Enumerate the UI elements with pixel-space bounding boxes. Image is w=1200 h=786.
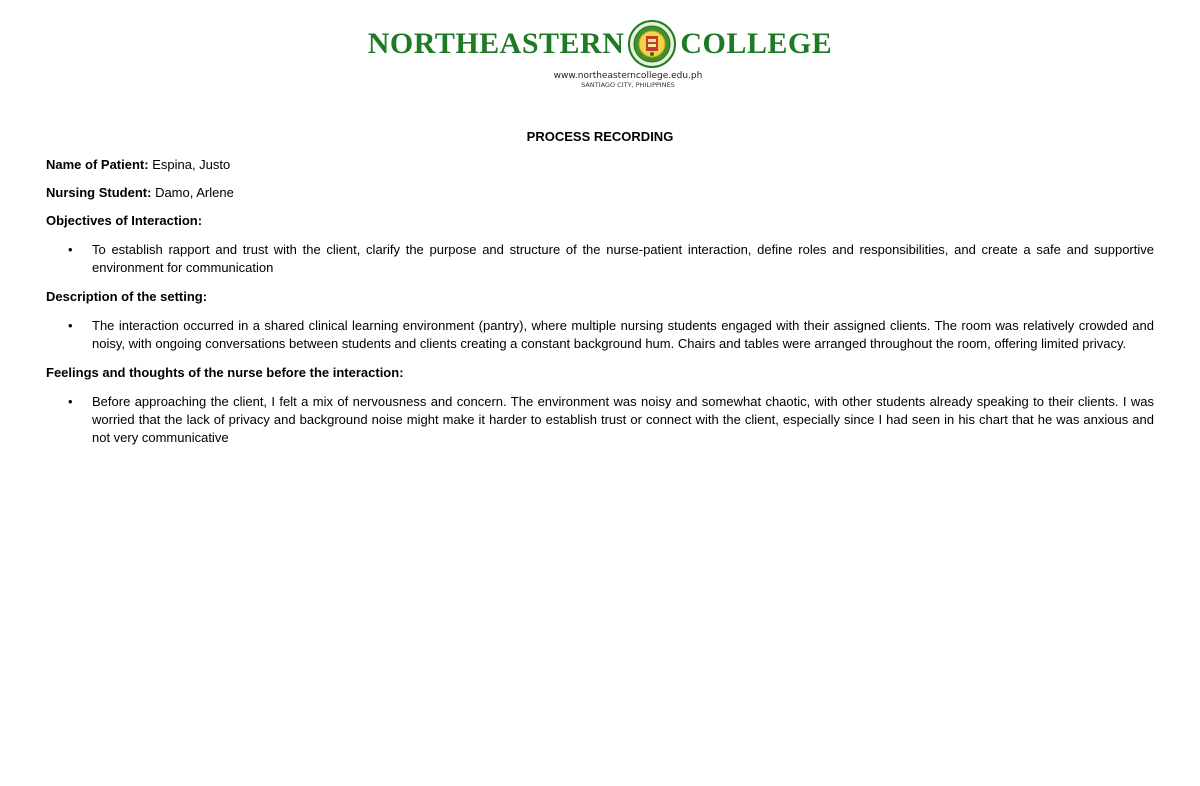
nursing-student-field — [46, 184, 1154, 202]
feelings-heading: Feelings and thoughts of the nurse before the interaction: — [46, 365, 404, 380]
college-website: www.northeasterncollege.edu.ph — [553, 71, 703, 81]
setting-list — [46, 317, 1154, 353]
bullet-icon: • — [68, 242, 73, 257]
college-contact — [553, 71, 703, 89]
objectives-heading: Objectives of Interaction: — [46, 213, 203, 228]
patient-name-value: Espina, Justo — [152, 157, 231, 172]
college-seal-icon — [628, 20, 676, 68]
logo-word-college: COLLEGE — [680, 27, 833, 60]
bullet-icon: • — [68, 318, 73, 333]
list-item — [46, 241, 1154, 277]
college-header — [0, 0, 1200, 110]
patient-name-field — [46, 156, 1154, 174]
list-item — [46, 393, 1154, 447]
college-logo — [0, 20, 1200, 68]
nursing-student-label: Nursing Student: — [46, 185, 152, 200]
setting-text: The interaction occurred in a shared clinical learning environment (pantry), where multiple nursing students engaged with their assigned clients. The room was relatively crowded and noisy, with ongoing conversations between students and clients creating a constant background hum. Chairs and tables were arranged throughout the room, offering limited privacy. — [92, 318, 1154, 351]
feelings-text: Before approaching the client, I felt a mix of nervousness and concern. The environment was noisy and somewhat chaotic, with other students already speaking to their clients. I was worried that the lack of privacy and background noise might make it harder to establish trust or connect with the client, especially since I had seen in his chart that he was anxious and not very communicative — [92, 394, 1154, 445]
document-title: PROCESS RECORDING — [526, 129, 674, 144]
objectives-list — [46, 241, 1154, 277]
feelings-list — [46, 393, 1154, 447]
patient-name-label: Name of Patient: — [46, 157, 149, 172]
bullet-icon: • — [68, 394, 73, 409]
logo-word-northeastern: NORTHEASTERN — [367, 27, 625, 60]
objectives-text: To establish rapport and trust with the client, clarify the purpose and structure of the nurse-patient interaction, define roles and responsibilities, and create a safe and supportive environment for communication — [92, 242, 1154, 275]
setting-heading: Description of the setting: — [46, 289, 208, 304]
nursing-student-value: Damo, Arlene — [155, 185, 234, 200]
list-item — [46, 317, 1154, 353]
process-recording-document — [46, 128, 1154, 458]
college-city: SANTIAGO CITY, PHILIPPINES — [581, 81, 675, 89]
